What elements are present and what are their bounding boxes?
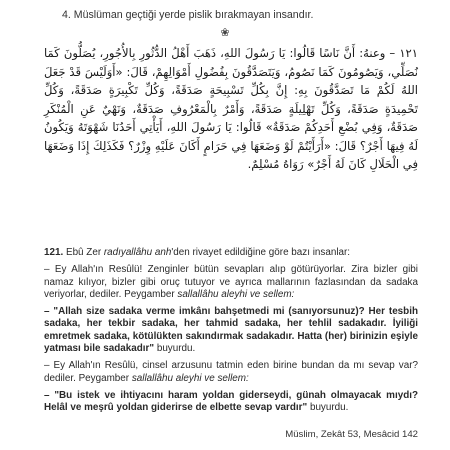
hadith-intro: 121. Ebû Zer radıyallâhu anh'den rivayet edildiğine göre bazı insanlar: — [44, 247, 351, 258]
hadith-paragraph-4: – "Bu istek ve ihtiyacını haram yoldan giderseydi, günah olmayacak mıydı? Helâl ve meşrû yoldan giderirse de elbette sevap vardır" buyurdu. — [44, 389, 418, 414]
hadith-paragraph-2: – "Allah size sadaka verme imkânı bahşetmedi mi (sanıyorsunuz)? Her tesbih sadaka, her tekbir sadaka, her tahmid sadaka, her tehlil sadakadır. İyiliği emretmek sadaka, kötülükten sakındırmak sadakadır. Hatta (her) birinizin eşiyle yatması bile sadakadır" buyurdu. — [44, 306, 418, 355]
hadith-number: 121. — [44, 247, 64, 258]
previous-note: 4. Müslüman geçtiği yerde pislik bırakmayan insandır. — [62, 9, 314, 21]
source-reference: Müslim, Zekât 53, Mesâcid 142 — [285, 429, 418, 440]
flower-ornament-icon: ❀ — [220, 27, 230, 39]
hadith-translation — [44, 247, 418, 415]
hadith-paragraph-3: – Ey Allah'ın Resûlü, cinsel arzusunu tatmin eden birine bundan da mı sevap var? dediler. Peygamber sallallâhu aleyhi ve sellem: — [44, 360, 418, 384]
arabic-hadith-text: ١٢١ – وعنهُ: أَنَّ نَاسًا قَالُوا: يَا رَسُولَ اللهِ، ذَهَبَ أَهْلُ الدُّثُورِ بِالأُجُورِ، يُصَلُّونَ كَمَا نُصَلِّي، وَيَصُومُونَ كَمَا نَصُومُ، وَيَتَصَدَّقُونَ بِفُضُولِ أَمْوَالِهِمْ، قَالَ: «أَوَلَيْسَ قَدْ جَعَلَ اللهُ لَكُمْ مَا تَصَدَّقُونَ بِهِ: إِنَّ بِكُلِّ تَسْبِيحَةٍ صَدَقَةً، وَكُلِّ تَكْبِيرَةٍ صَدَقَةً، وَكُلِّ تَحْمِيدَةٍ صَدَقَةً، وَكُلِّ تَهْلِيلَةٍ صَدَقَةً، وَأَمْرٌ بِالْمَعْرُوفِ صَدَقَةٌ، وَنَهْيٌ عَنِ الْمُنْكَرِ صَدَقَةٌ، وَفِي بُضْعِ أَحَدِكُمْ صَدَقَةٌ» قَالُوا: يَا رَسُولَ اللهِ، أَيَأْتِي أَحَدُنَا شَهْوَتَهُ وَيَكُونُ لَهُ فِيهَا أَجْرٌ؟ قَالَ: «أَرَأَيْتُمْ لَوْ وَضَعَهَا فِي حَرَامٍ أَكَانَ عَلَيْهِ وِزْرٌ؟ فَكَذَلِكَ إِذَا وَضَعَهَا فِي الْحَلَالِ كَانَ لَهُ أَجْرٌ» رَوَاهُ مُسْلِمٌ. — [44, 46, 418, 171]
hadith-paragraph-1: – Ey Allah'ın Resûlü! Zenginler bütün sevapları alıp götürüyorlar. Zira bizler gibi namaz kılıyor, bizler gibi oruç tutuyor ve ayrıca mallarının fazlasından da sadaka veriyorlar, dediler. Peygamber sallallâhu aleyhi ve sellem: — [44, 264, 418, 300]
